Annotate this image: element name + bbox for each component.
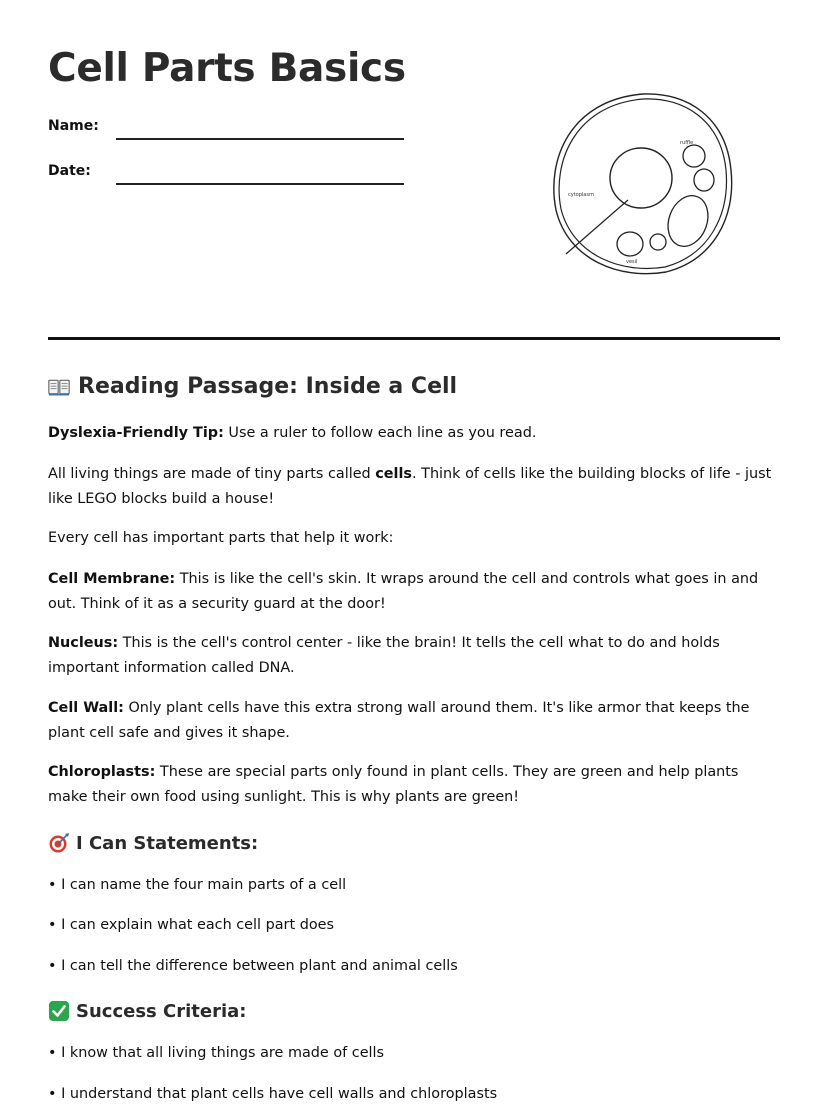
dyslexia-tip — [48, 421, 780, 446]
target-icon — [48, 832, 70, 854]
cell-membrane-text: This is like the cell's skin. It wraps around the cell and controls what goes in and out. Think of it as a security guard at the door! — [48, 571, 759, 612]
reading-passage-heading — [48, 374, 457, 399]
success-criteria-heading — [48, 1000, 246, 1022]
name-label: Name: — [48, 118, 99, 134]
intro-text-end: . Think of cells like the building blocks of life - just like LEGO blocks build a house! — [48, 466, 772, 507]
chloroplasts-paragraph — [48, 760, 780, 810]
nucleus-paragraph — [48, 631, 780, 681]
chloroplasts-text: These are special parts only found in plant cells. They are green and help plants make their own food using sunlight. This is why plants are green! — [48, 764, 739, 805]
lead-paragraph: Every cell has important parts that help it work: — [48, 530, 394, 546]
intro-bold-word: cells — [375, 466, 412, 482]
nucleus-term: Nucleus: — [48, 635, 119, 651]
diagram-label-vesil: vesil — [626, 259, 638, 265]
i-can-heading-text: I Can Statements: — [76, 832, 259, 854]
cell-diagram-image — [548, 88, 738, 278]
success-item-1: • I know that all living things are made of cells — [48, 1045, 385, 1061]
name-field[interactable] — [116, 138, 404, 140]
diagram-label-ruffle: ruffle — [680, 140, 694, 146]
cell-wall-text: Only plant cells have this extra strong wall around them. It's like armor that keeps the plant cell safe and gives it shape. — [48, 700, 750, 741]
cell-wall-paragraph — [48, 696, 780, 746]
section-divider — [48, 337, 780, 340]
reading-passage-heading-text: Reading Passage: Inside a Cell — [78, 374, 458, 399]
intro-text-start: All living things are made of tiny parts called — [48, 466, 376, 482]
success-item-2: • I understand that plant cells have cell walls and chloroplasts — [48, 1086, 498, 1102]
cell-membrane-paragraph — [48, 567, 780, 617]
check-box-icon — [48, 1000, 70, 1022]
success-criteria-heading-text: Success Criteria: — [76, 1000, 247, 1022]
i-can-item-1: • I can name the four main parts of a cell — [48, 877, 347, 893]
cell-membrane-term: Cell Membrane: — [48, 571, 176, 587]
cell-wall-term: Cell Wall: — [48, 700, 124, 716]
i-can-item-3: • I can tell the difference between plant and animal cells — [48, 958, 458, 974]
date-field[interactable] — [116, 183, 404, 185]
tip-text: Use a ruler to follow each line as you read. — [223, 425, 537, 441]
diagram-label-cytoplasm: cytoplasm — [568, 192, 594, 198]
page-title: Cell Parts Basics — [48, 46, 406, 91]
chloroplasts-term: Chloroplasts: — [48, 764, 156, 780]
date-label: Date: — [48, 163, 91, 179]
intro-paragraph — [48, 462, 780, 512]
tip-label: Dyslexia-Friendly Tip: — [48, 425, 224, 441]
open-book-icon — [48, 376, 70, 398]
i-can-heading — [48, 832, 258, 854]
i-can-item-2: • I can explain what each cell part does — [48, 917, 334, 933]
nucleus-text: This is the cell's control center - like the brain! It tells the cell what to do and holds important information called DNA. — [48, 635, 720, 676]
